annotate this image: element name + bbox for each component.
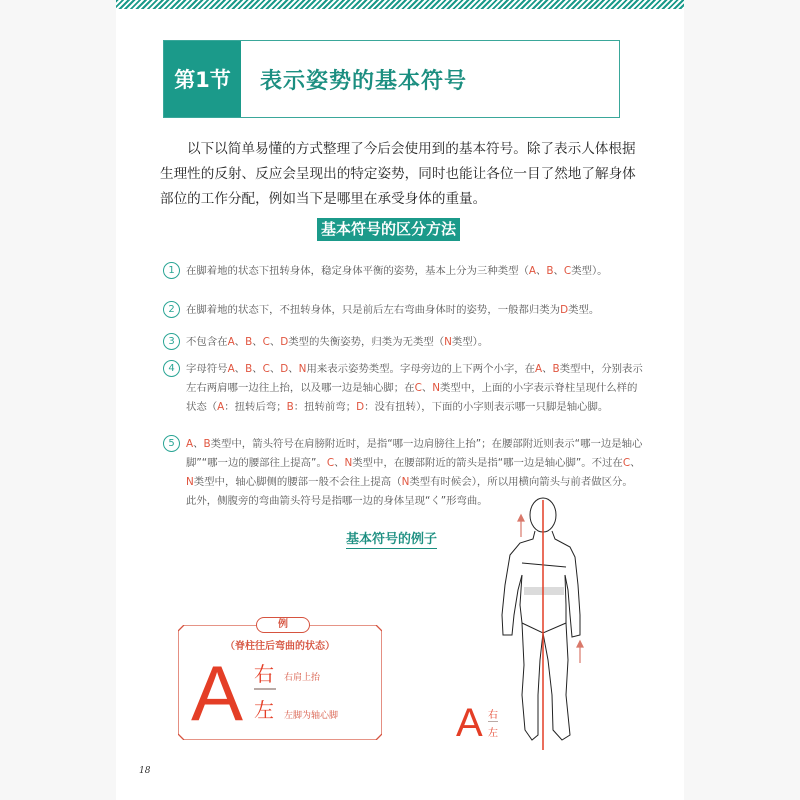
type-letter: A: [217, 401, 225, 413]
type-letter: N: [401, 476, 410, 488]
type-letter: C: [563, 265, 572, 277]
section-header: [163, 40, 620, 118]
divider: [254, 688, 276, 690]
item-text: 不包含在A、B、C、D类型的失衡姿势，归类为无类型（N类型）。: [186, 336, 489, 348]
type-letter: N: [298, 363, 307, 375]
type-letter: D: [560, 304, 569, 316]
item-text: 字母符号A、B、C、D、N用来表示姿势类型。字母旁边的上下两个小字，在A、B类型中，分别表示左右两肩哪一边往上抬，以及哪一边是轴心脚；在C、N类型中，上面的小字表示脊柱呈现什么样的状态（A：扭转后弯；B：扭转前弯；D：没有扭转），下面的小字则表示哪一只脚是轴心脚。: [186, 363, 643, 413]
page-number: 18: [139, 766, 151, 776]
type-letter: N: [186, 476, 194, 488]
section-title: 表示姿势的基本符号: [260, 68, 468, 94]
type-letter: D: [280, 363, 289, 375]
bottom-char: 左: [254, 698, 274, 722]
type-letter: A: [227, 363, 235, 375]
top-hatch-band: [116, 0, 684, 9]
figure-top-char: 右: [488, 710, 498, 721]
section-number: 第1节: [164, 41, 241, 117]
type-letter: B: [546, 265, 554, 277]
type-letter: A: [227, 336, 235, 348]
type-letter: B: [286, 401, 294, 413]
type-letter: A: [528, 265, 536, 277]
type-letter: C: [622, 457, 631, 469]
top-char: 右: [254, 662, 274, 686]
item-text: 在脚着地的状态下扭转身体，稳定身体平衡的姿势，基本上分为三种类型（A、B、C类型）。: [186, 265, 608, 277]
circled-number-icon: 3: [163, 333, 180, 350]
examples-heading: 基本符号的例子: [346, 528, 437, 549]
type-letter: N: [444, 336, 452, 348]
intro-paragraph: 以下以简单易懂的方式整理了今后会使用到的基本符号。除了表示人体根据生理性的反射、反应会呈现出的特定姿势，同时也能让各位一目了然地了解身体部位的工作分配，例如当下是哪里在承受身体的重量。: [160, 141, 636, 207]
subheading-badge: 基本符号的区分方法: [317, 218, 460, 241]
circled-number-icon: 5: [163, 435, 180, 452]
type-letter: B: [552, 363, 560, 375]
figure-bottom-char: 左: [488, 728, 498, 739]
list-item: [163, 360, 643, 417]
type-letter: B: [245, 363, 253, 375]
example-label: 例: [256, 617, 310, 633]
type-letter: D: [356, 401, 365, 413]
top-note: 右肩上抬: [284, 673, 321, 683]
item-text: A、B类型中，箭头符号在肩膀附近时，是指“哪一边肩膀往上抬”；在腰部附近则表示“哪一边是轴心脚”“哪一边的腰部往上提高”。C、N类型中，在腰部附近的箭头是指“哪一边是轴心脚”。不过在C、N类型中，轴心脚侧的腰部一般不会往上提高（N类型有时候会），所以用横向箭头与前者做区分。此外，侧腹旁的弯曲箭头符号是指哪一边的身体呈现“く”形弯曲。: [186, 438, 643, 507]
type-letter: D: [280, 336, 289, 348]
bottom-note: 左脚为轴心脚: [284, 711, 339, 721]
figure-divider: [488, 721, 498, 722]
type-letter: C: [262, 336, 270, 348]
type-letter: C: [326, 457, 335, 469]
type-letter: N: [432, 382, 441, 394]
circled-number-icon: 1: [163, 262, 180, 279]
posture-letter: A: [191, 649, 244, 737]
type-letter: B: [245, 336, 253, 348]
type-letter: A: [535, 363, 543, 375]
circled-number-icon: 4: [163, 360, 180, 377]
list-item: [163, 333, 643, 352]
type-letter: C: [414, 382, 422, 394]
example-box: [178, 619, 382, 740]
item-text: 在脚着地的状态下，不扭转身体，只是前后左右弯曲身体时的姿势，一般都归类为D类型。: [186, 304, 600, 316]
type-letter: B: [203, 438, 211, 450]
type-letter: A: [186, 438, 194, 450]
example-subtitle: （脊柱往后弯曲的状态）: [225, 641, 335, 652]
list-item: [163, 301, 643, 320]
list-item: [163, 262, 643, 281]
type-letter: C: [262, 363, 270, 375]
type-letter: N: [344, 457, 353, 469]
circled-number-icon: 2: [163, 301, 180, 318]
figure-posture-letter: A: [456, 701, 483, 745]
human-figure-illustration: [500, 495, 600, 750]
